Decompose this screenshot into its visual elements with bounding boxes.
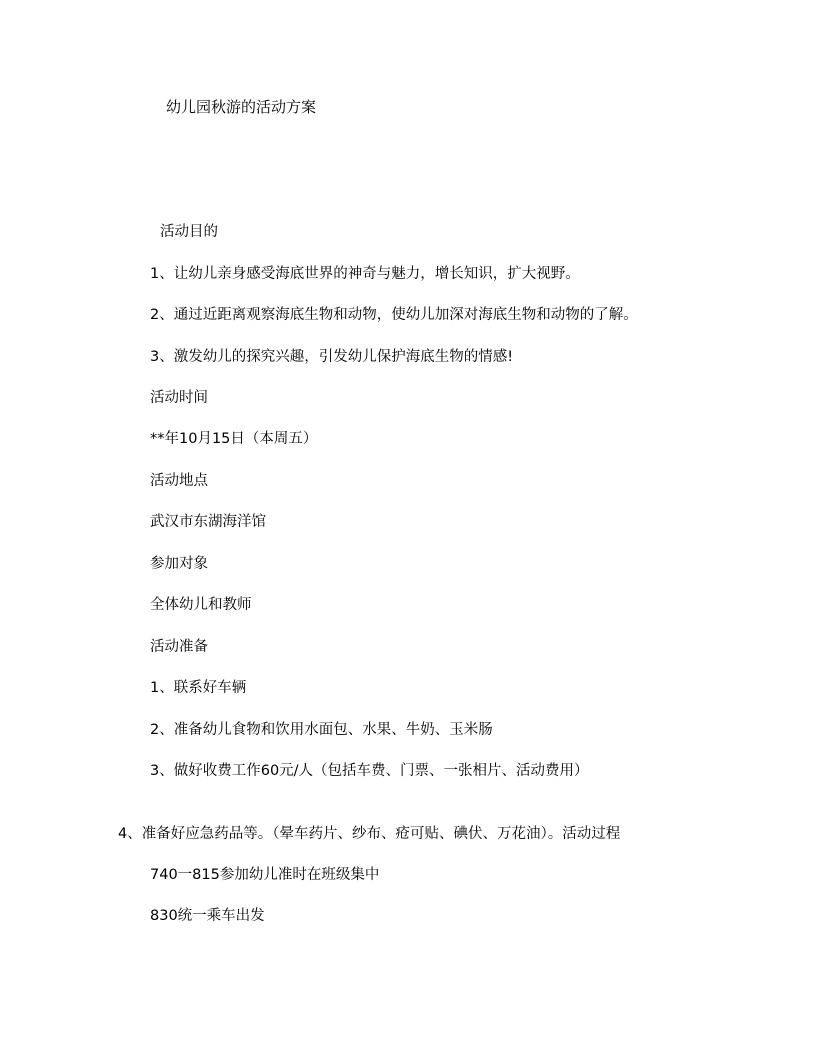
- purpose-item: 2、通过近距离观察海底生物和动物，使幼儿加深对海底生物和动物的了解。: [150, 307, 638, 323]
- purpose-heading: 活动目的: [160, 224, 218, 240]
- prep-item: 3、做好收费工作60元/人（包括车费、门票、一张相片、活动费用）: [150, 763, 589, 779]
- document-title: 幼儿园秋游的活动方案: [166, 98, 317, 116]
- prep-item: 1、联系好车辆: [150, 680, 247, 696]
- place-value: 武汉市东湖海洋馆: [150, 514, 266, 530]
- time-value: **年10月15日（本周五）: [150, 431, 318, 447]
- participants-value: 全体幼儿和教师: [150, 597, 252, 613]
- purpose-item: 1、让幼儿亲身感受海底世界的神奇与魅力，增长知识，扩大视野。: [150, 266, 580, 282]
- prep-item: 2、准备幼儿食物和饮用水面包、水果、牛奶、玉米肠: [150, 722, 493, 738]
- process-item: 740一815参加幼儿准时在班级集中: [150, 867, 380, 883]
- prep-item: 4、准备好应急药品等。（晕车药片、纱布、疮可贴、碘伏、万花油）。活动过程: [118, 826, 621, 842]
- process-item: 830统一乘车出发: [150, 908, 265, 924]
- participants-heading: 参加对象: [150, 556, 208, 572]
- time-heading: 活动时间: [150, 390, 208, 406]
- prep-heading: 活动准备: [150, 639, 208, 655]
- purpose-item: 3、激发幼儿的探究兴趣，引发幼儿保护海底生物的情感!: [150, 349, 514, 365]
- place-heading: 活动地点: [150, 473, 208, 489]
